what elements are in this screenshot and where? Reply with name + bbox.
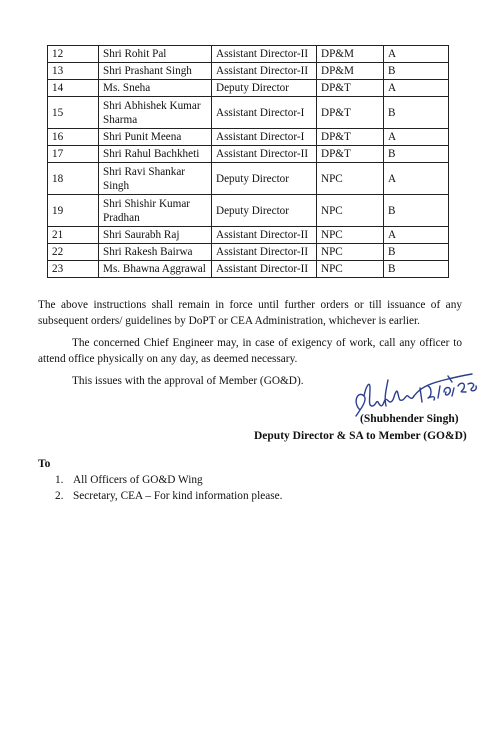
division-cell: NPC xyxy=(317,163,384,195)
distribution-item xyxy=(55,472,282,488)
signatory-name: (Shubhender Singh) xyxy=(360,413,459,425)
serial-number-cell: 13 xyxy=(48,63,99,80)
division-cell: NPC xyxy=(317,227,384,244)
table-row xyxy=(48,46,449,63)
group-cell: B xyxy=(384,261,449,278)
roster-table-body xyxy=(48,46,449,278)
designation-cell: Assistant Director-II xyxy=(212,46,317,63)
distribution-item-number: 2. xyxy=(55,490,64,502)
group-cell: B xyxy=(384,97,449,129)
officer-roster-table xyxy=(47,45,449,278)
division-cell: NPC xyxy=(317,195,384,227)
table-row xyxy=(48,63,449,80)
table-row xyxy=(48,146,449,163)
table-row xyxy=(48,80,449,97)
designation-cell: Assistant Director-II xyxy=(212,261,317,278)
designation-cell: Deputy Director xyxy=(212,195,317,227)
signatory-designation: Deputy Director & SA to Member (GO&D) xyxy=(254,430,467,442)
division-cell: DP&M xyxy=(317,63,384,80)
officer-name-cell: Shri Abhishek Kumar Sharma xyxy=(99,97,212,129)
serial-number-cell: 17 xyxy=(48,146,99,163)
group-cell: A xyxy=(384,46,449,63)
officer-name-cell: Shri Punit Meena xyxy=(99,129,212,146)
officer-name-cell: Ms. Bhawna Aggrawal xyxy=(99,261,212,278)
officer-name-cell: Shri Ravi Shankar Singh xyxy=(99,163,212,195)
group-cell: A xyxy=(384,163,449,195)
serial-number-cell: 14 xyxy=(48,80,99,97)
table-row xyxy=(48,244,449,261)
officer-name-cell: Shri Rahul Bachkheti xyxy=(99,146,212,163)
officer-name-cell: Shri Rakesh Bairwa xyxy=(99,244,212,261)
group-cell: B xyxy=(384,63,449,80)
distribution-item-text: All Officers of GO&D Wing xyxy=(73,474,203,486)
designation-cell: Assistant Director-II xyxy=(212,227,317,244)
distribution-label: To xyxy=(38,458,51,470)
group-cell: B xyxy=(384,146,449,163)
exigency-paragraph: The concerned Chief Engineer may, in case of exigency of work, call any officer to attend office physically on any day, as deemed necessary. xyxy=(38,337,462,365)
designation-cell: Deputy Director xyxy=(212,80,317,97)
division-cell: DP&T xyxy=(317,146,384,163)
serial-number-cell: 22 xyxy=(48,244,99,261)
group-cell: A xyxy=(384,129,449,146)
serial-number-cell: 16 xyxy=(48,129,99,146)
officer-name-cell: Shri Rohit Pal xyxy=(99,46,212,63)
distribution-list xyxy=(55,472,282,504)
approval-paragraph: This issues with the approval of Member (GO&D). xyxy=(72,375,304,387)
instructions-paragraph: The above instructions shall remain in force until further orders or till issuance of any subsequent orders/ guidelines by DoPT or CEA Administration, whichever is earlier. xyxy=(38,299,462,327)
division-cell: DP&T xyxy=(317,80,384,97)
table-row xyxy=(48,129,449,146)
serial-number-cell: 23 xyxy=(48,261,99,278)
division-cell: NPC xyxy=(317,244,384,261)
distribution-item-number: 1. xyxy=(55,474,64,486)
serial-number-cell: 15 xyxy=(48,97,99,129)
group-cell: A xyxy=(384,80,449,97)
designation-cell: Assistant Director-II xyxy=(212,146,317,163)
table-row xyxy=(48,97,449,129)
division-cell: DP&M xyxy=(317,46,384,63)
serial-number-cell: 21 xyxy=(48,227,99,244)
table-row xyxy=(48,261,449,278)
division-cell: DP&T xyxy=(317,97,384,129)
table-row xyxy=(48,227,449,244)
officer-name-cell: Shri Saurabh Raj xyxy=(99,227,212,244)
division-cell: NPC xyxy=(317,261,384,278)
distribution-item xyxy=(55,488,282,504)
serial-number-cell: 19 xyxy=(48,195,99,227)
designation-cell: Deputy Director xyxy=(212,163,317,195)
designation-cell: Assistant Director-II xyxy=(212,63,317,80)
designation-cell: Assistant Director-I xyxy=(212,97,317,129)
distribution-item-text: Secretary, CEA – For kind information please. xyxy=(73,490,283,502)
officer-name-cell: Shri Prashant Singh xyxy=(99,63,212,80)
group-cell: B xyxy=(384,195,449,227)
serial-number-cell: 18 xyxy=(48,163,99,195)
table-row xyxy=(48,163,449,195)
serial-number-cell: 12 xyxy=(48,46,99,63)
officer-name-cell: Ms. Sneha xyxy=(99,80,212,97)
designation-cell: Assistant Director-I xyxy=(212,129,317,146)
officer-name-cell: Shri Shishir Kumar Pradhan xyxy=(99,195,212,227)
division-cell: DP&T xyxy=(317,129,384,146)
table-row xyxy=(48,195,449,227)
group-cell: B xyxy=(384,244,449,261)
designation-cell: Assistant Director-II xyxy=(212,244,317,261)
group-cell: A xyxy=(384,227,449,244)
